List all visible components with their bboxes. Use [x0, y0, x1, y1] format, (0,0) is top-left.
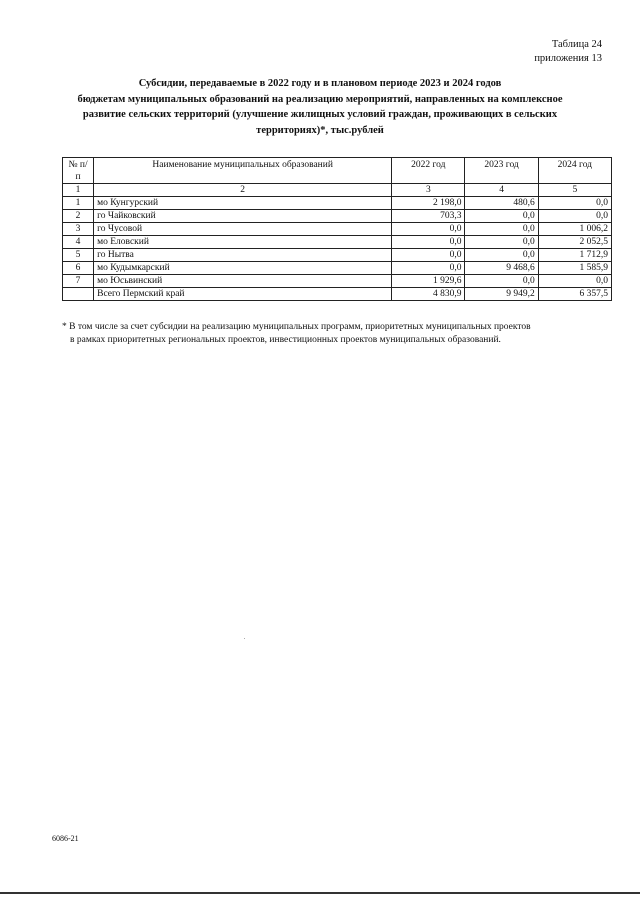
value-2024: 0,0 — [538, 197, 611, 210]
row-number: 3 — [63, 223, 94, 236]
value-2024: 0,0 — [538, 210, 611, 223]
title-line: территориях)*, тыс.рублей — [256, 124, 384, 136]
value-2024: 1 585,9 — [538, 262, 611, 275]
table-row — [63, 275, 612, 288]
appendix-note — [534, 38, 602, 66]
table-header-row — [63, 158, 612, 184]
value-2023: 480,6 — [465, 197, 538, 210]
value-2022: 703,3 — [392, 210, 465, 223]
scan-speck — [244, 638, 245, 639]
total-2022: 4 830,9 — [392, 288, 465, 301]
header-2023: 2023 год — [465, 158, 538, 184]
footnote — [62, 321, 602, 347]
row-number: 7 — [63, 275, 94, 288]
column-index: 1 — [63, 184, 94, 197]
column-index: 5 — [538, 184, 611, 197]
value-2023: 0,0 — [465, 210, 538, 223]
row-number: 1 — [63, 197, 94, 210]
municipality-name: мо Еловский — [94, 236, 392, 249]
title-line: развитие сельских территорий (улучшение жилищных условий граждан, проживающих в сельских — [82, 109, 558, 120]
appendix-number: приложения 13 — [534, 53, 602, 64]
column-index: 4 — [465, 184, 538, 197]
page-edge-line — [0, 892, 640, 894]
title-line: Субсидии, передаваемые в 2022 году и в плановом периоде 2023 и 2024 годов — [138, 78, 502, 89]
value-2024: 0,0 — [538, 275, 611, 288]
municipality-name: го Нытва — [94, 249, 392, 262]
column-index: 2 — [94, 184, 392, 197]
value-2023: 0,0 — [465, 249, 538, 262]
document-title — [60, 76, 580, 138]
total-2024: 6 357,5 — [538, 288, 611, 301]
header-name: Наименование муниципальных образований — [94, 158, 392, 184]
column-index-row — [63, 184, 612, 197]
value-2024: 1 006,2 — [538, 223, 611, 236]
header-2024: 2024 год — [538, 158, 611, 184]
value-2022: 0,0 — [392, 262, 465, 275]
value-2023: 0,0 — [465, 236, 538, 249]
table-row — [63, 223, 612, 236]
column-index: 3 — [392, 184, 465, 197]
value-2022: 0,0 — [392, 236, 465, 249]
value-2023: 9 468,6 — [465, 262, 538, 275]
total-label: Всего Пермский край — [94, 288, 392, 301]
value-2023: 0,0 — [465, 275, 538, 288]
header-2022: 2022 год — [392, 158, 465, 184]
footnote-line: в рамках приоритетных региональных проектов, инвестиционных проектов муниципальных образований. — [70, 335, 501, 345]
table-row — [63, 262, 612, 275]
table-number: Таблица 24 — [551, 39, 602, 50]
municipality-name: мо Кудымкарский — [94, 262, 392, 275]
footnote-line: * В том числе за счет субсидии на реализацию муниципальных программ, приоритетных муниципальных проектов — [62, 322, 531, 332]
municipality-name: го Чайковский — [94, 210, 392, 223]
subsidy-table — [62, 157, 612, 301]
value-2022: 0,0 — [392, 223, 465, 236]
total-2023: 9 949,2 — [465, 288, 538, 301]
table-row — [63, 249, 612, 262]
row-number: 5 — [63, 249, 94, 262]
total-number-cell — [63, 288, 94, 301]
header-num: № п/п — [63, 158, 94, 184]
value-2024: 2 052,5 — [538, 236, 611, 249]
row-number: 2 — [63, 210, 94, 223]
municipality-name: мо Юсьвинский — [94, 275, 392, 288]
document-code: 6086-21 — [52, 834, 79, 843]
table-row — [63, 197, 612, 210]
row-number: 4 — [63, 236, 94, 249]
total-row — [63, 288, 612, 301]
row-number: 6 — [63, 262, 94, 275]
value-2022: 2 198,0 — [392, 197, 465, 210]
value-2023: 0,0 — [465, 223, 538, 236]
table-row — [63, 236, 612, 249]
value-2024: 1 712,9 — [538, 249, 611, 262]
title-line: бюджетам муниципальных образований на реализацию мероприятий, направленных на комплексное — [77, 93, 563, 105]
municipality-name: го Чусовой — [94, 223, 392, 236]
value-2022: 0,0 — [392, 249, 465, 262]
value-2022: 1 929,6 — [392, 275, 465, 288]
table-row — [63, 210, 612, 223]
municipality-name: мо Кунгурский — [94, 197, 392, 210]
